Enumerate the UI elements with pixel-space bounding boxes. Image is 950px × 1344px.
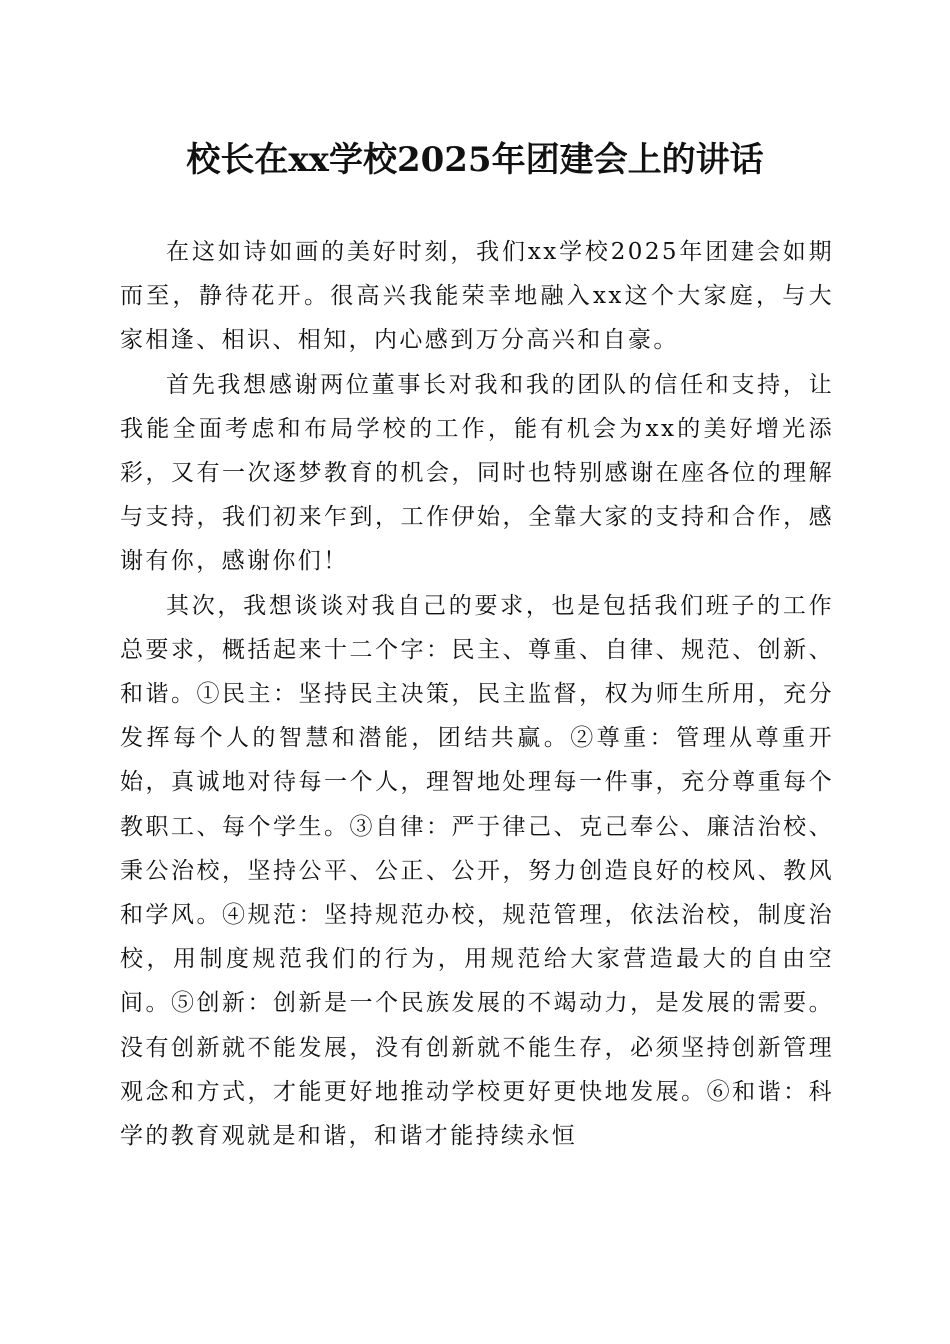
document-title: 校长在xx学校2025年团建会上的讲话 [186,140,764,180]
document-body [120,230,834,1158]
paragraph-thanks: 首先我想感谢两位董事长对我和我的团队的信任和支持，让我能全面考虑和布局学校的工作，能有机会为xx的美好增光添彩，又有一次逐梦教育的机会，同时也特别感谢在座各位的理解与支持，我们初来乍到，工作伊始，全靠大家的支持和合作，感谢有你，感谢你们！ [120,371,834,575]
paragraph-opening: 在这如诗如画的美好时刻，我们xx学校2025年团建会如期而至，静待花开。很高兴我能荣幸地融入xx这个大家庭，与大家相逢、相识、相知，内心感到万分高兴和自豪。 [120,239,834,354]
paragraph-requirements: 其次，我想谈谈对我自己的要求，也是包括我们班子的工作总要求，概括起来十二个字：民主、尊重、自律、规范、创新、和谐。①民主：坚持民主决策，民主监督，权为师生所用，充分发挥每个人的智慧和潜能，团结共赢。②尊重：管理从尊重开始，真诚地对待每一个人，理智地处理每一件事，充分尊重每个教职工、每个学生。③自律：严于律己、克己奉公、廉洁治校、秉公治校，坚持公平、公正、公开，努力创造良好的校风、教风和学风。④规范：坚持规范办校，规范管理，依法治校，制度治校，用制度规范我们的行为，用规范给大家营造最大的自由空间。⑤创新：创新是一个民族发展的不竭动力，是发展的需要。没有创新就不能发展，没有创新就不能生存，必须坚持创新管理观念和方式，才能更好地推动学校更好更快地发展。⑥和谐：科学的教育观就是和谐，和谐才能持续永恒 [120,592,834,1150]
